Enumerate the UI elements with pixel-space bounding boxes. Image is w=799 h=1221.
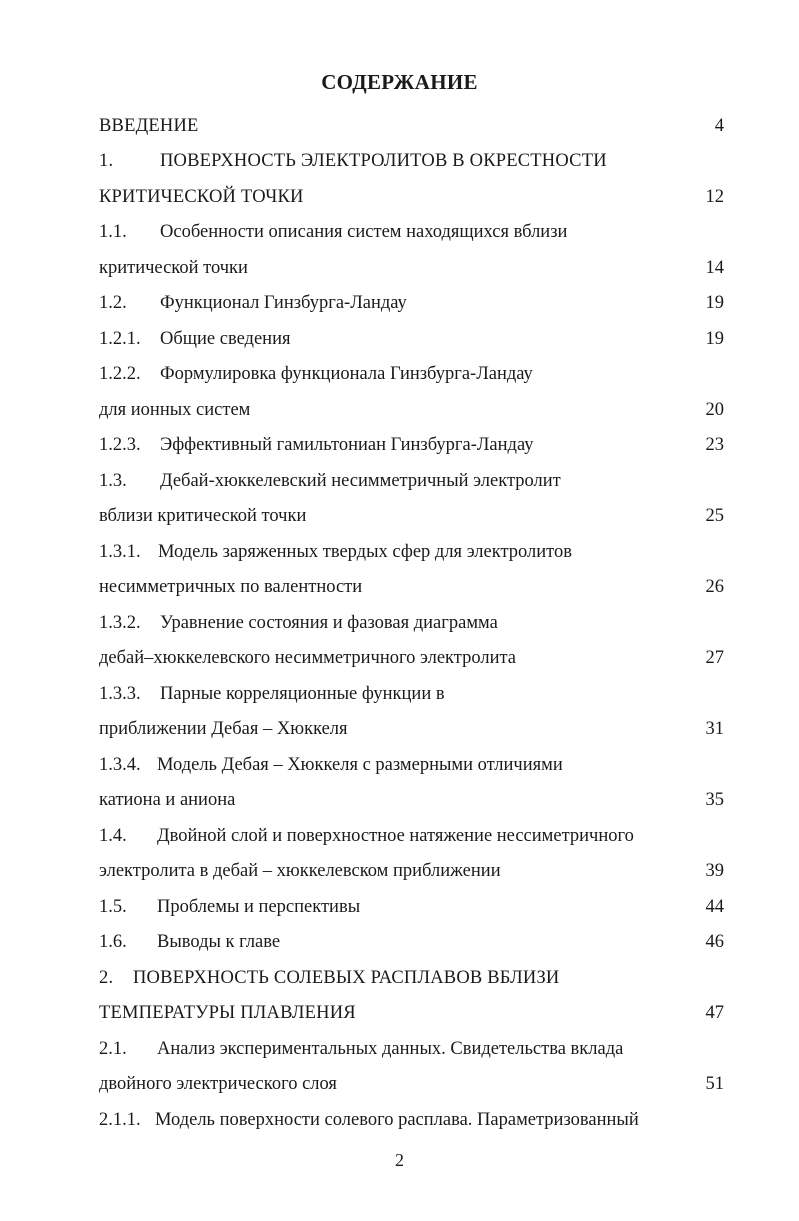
toc-entry <box>99 1110 639 1131</box>
toc-entry-text: ПОВЕРХНОСТЬ ЭЛЕКТРОЛИТОВ В ОКРЕСТНОСТИ <box>160 151 607 171</box>
toc-entry-text: Выводы к главе <box>157 932 281 952</box>
toc-entry-text: Эффективный гамильтониан Гинзбурга-Ландау <box>160 435 534 455</box>
toc-entry-page: 46 <box>705 932 724 952</box>
toc-entry-page: 19 <box>705 329 724 349</box>
toc-entry-page: 27 <box>705 648 724 668</box>
toc-entry-text: Общие сведения <box>160 329 291 349</box>
toc-entry-page: 26 <box>705 577 724 597</box>
toc-entry-text: Модель заряженных твердых сфер для электролитов <box>158 542 573 562</box>
toc-entry <box>99 400 250 421</box>
toc-entry-text: вблизи критической точки <box>99 506 307 526</box>
toc-entry-number: 1.2.3. <box>99 435 141 455</box>
toc-entry-text: дебай–хюккелевского несимметричного электролита <box>99 648 517 668</box>
toc-title: СОДЕРЖАНИЕ <box>321 70 478 94</box>
toc-entry-text: Формулировка функционала Гинзбурга-Ландау <box>160 364 533 384</box>
toc-entry-text: несимметричных по валентности <box>99 577 363 597</box>
toc-entry <box>99 1074 337 1095</box>
toc-entry-page: 14 <box>705 258 724 278</box>
toc-entry-text: ПОВЕРХНОСТЬ СОЛЕВЫХ РАСПЛАВОВ ВБЛИЗИ <box>133 968 560 988</box>
toc-entry-text: Анализ экспериментальных данных. Свидетельства вклада <box>157 1039 624 1059</box>
toc-entry <box>99 506 306 527</box>
toc-entry-number: 1.4. <box>99 826 127 846</box>
toc-entry-number: 1.2. <box>99 293 127 313</box>
toc-entry <box>99 329 291 350</box>
toc-entry-number: 2. <box>99 968 114 988</box>
toc-entry-number: 1. <box>99 151 114 171</box>
toc-entry <box>99 684 445 705</box>
toc-entry-number: 1.3. <box>99 471 127 491</box>
toc-entry <box>99 151 607 172</box>
toc-entry-text: КРИТИЧЕСКОЙ ТОЧКИ <box>99 187 304 207</box>
toc-entry-page: 19 <box>705 293 724 313</box>
toc-entry <box>99 861 501 882</box>
toc-entry <box>99 1003 356 1024</box>
toc-entry-text: электролита в дебай – хюккелевском приближении <box>99 861 501 881</box>
toc-entry-page: 23 <box>705 435 724 455</box>
toc-entry-number: 1.3.2. <box>99 613 141 633</box>
toc-entry <box>99 826 634 847</box>
toc-entry-text: критической точки <box>99 258 248 278</box>
toc-entry-page: 12 <box>705 187 724 207</box>
toc-entry-number: 1.1. <box>99 222 127 242</box>
page-number: 2 <box>395 1150 404 1170</box>
toc-entry <box>99 542 572 563</box>
toc-entry-number: 1.3.1. <box>99 542 141 562</box>
toc-entry-text: Модель поверхности солевого расплава. Параметризованный <box>155 1110 639 1130</box>
toc-entry-text: Особенности описания систем находящихся вблизи <box>160 222 568 242</box>
toc-entry-number: 1.3.4. <box>99 755 141 775</box>
toc-entry-number: 2.1. <box>99 1039 127 1059</box>
toc-entry <box>99 435 533 456</box>
toc-entry-text: для ионных систем <box>99 400 251 420</box>
toc-entry <box>99 293 407 314</box>
toc-entry <box>99 258 248 279</box>
toc-entry <box>99 897 360 918</box>
toc-entry <box>99 719 348 740</box>
toc-entry <box>99 222 567 243</box>
toc-entry-number: 1.3.3. <box>99 684 141 704</box>
toc-entry-text: ТЕМПЕРАТУРЫ ПЛАВЛЕНИЯ <box>99 1003 356 1023</box>
toc-entry-number: 1.6. <box>99 932 127 952</box>
toc-entry-text: приближении Дебая – Хюккеля <box>99 719 348 739</box>
toc-entry-text: Уравнение состояния и фазовая диаграмма <box>160 613 498 633</box>
toc-entry-page: 20 <box>705 400 724 420</box>
toc-entry <box>99 471 561 492</box>
toc-entry <box>99 932 280 953</box>
toc-entry <box>99 577 362 598</box>
toc-entry-text: двойного электрического слоя <box>99 1074 337 1094</box>
toc-entry <box>99 613 498 634</box>
toc-entry-page: 4 <box>714 116 724 136</box>
toc-entry-page: 35 <box>705 790 724 810</box>
toc-entry-text: Функционал Гинзбурга-Ландау <box>160 293 407 313</box>
toc-entry <box>99 187 304 208</box>
toc-entry <box>99 790 235 811</box>
toc-entry-text: Дебай-хюккелевский несимметричный электролит <box>160 471 561 491</box>
toc-entry-text: Двойной слой и поверхностное натяжение нессиметричного <box>157 826 634 846</box>
toc-entry-number: 1.5. <box>99 897 127 917</box>
toc-entry <box>99 648 516 669</box>
toc-entry-page: 51 <box>705 1074 724 1094</box>
toc-entry-page: 31 <box>705 719 724 739</box>
toc-entry-number: 2.1.1. <box>99 1110 141 1130</box>
toc-entry <box>99 364 533 385</box>
toc-entry-page: 44 <box>705 897 724 917</box>
toc-entry-number: 1.2.2. <box>99 364 141 384</box>
toc-entry <box>99 116 199 137</box>
toc-entry <box>99 1039 623 1060</box>
toc-entry-number: 1.2.1. <box>99 329 141 349</box>
toc-entry <box>99 968 560 989</box>
toc-entry-text: Модель Дебая – Хюккеля с размерными отличиями <box>157 755 563 775</box>
toc-entry-page: 47 <box>705 1003 724 1023</box>
toc-entry <box>99 755 563 776</box>
toc-entry-text: Парные корреляционные функции в <box>160 684 445 704</box>
toc-entry-text: катиона и аниона <box>99 790 236 810</box>
toc-entry-text: Проблемы и перспективы <box>157 897 361 917</box>
toc-entry-page: 39 <box>705 861 724 881</box>
toc-entry-text: ВВЕДЕНИЕ <box>99 116 199 136</box>
toc-entry-page: 25 <box>705 506 724 526</box>
